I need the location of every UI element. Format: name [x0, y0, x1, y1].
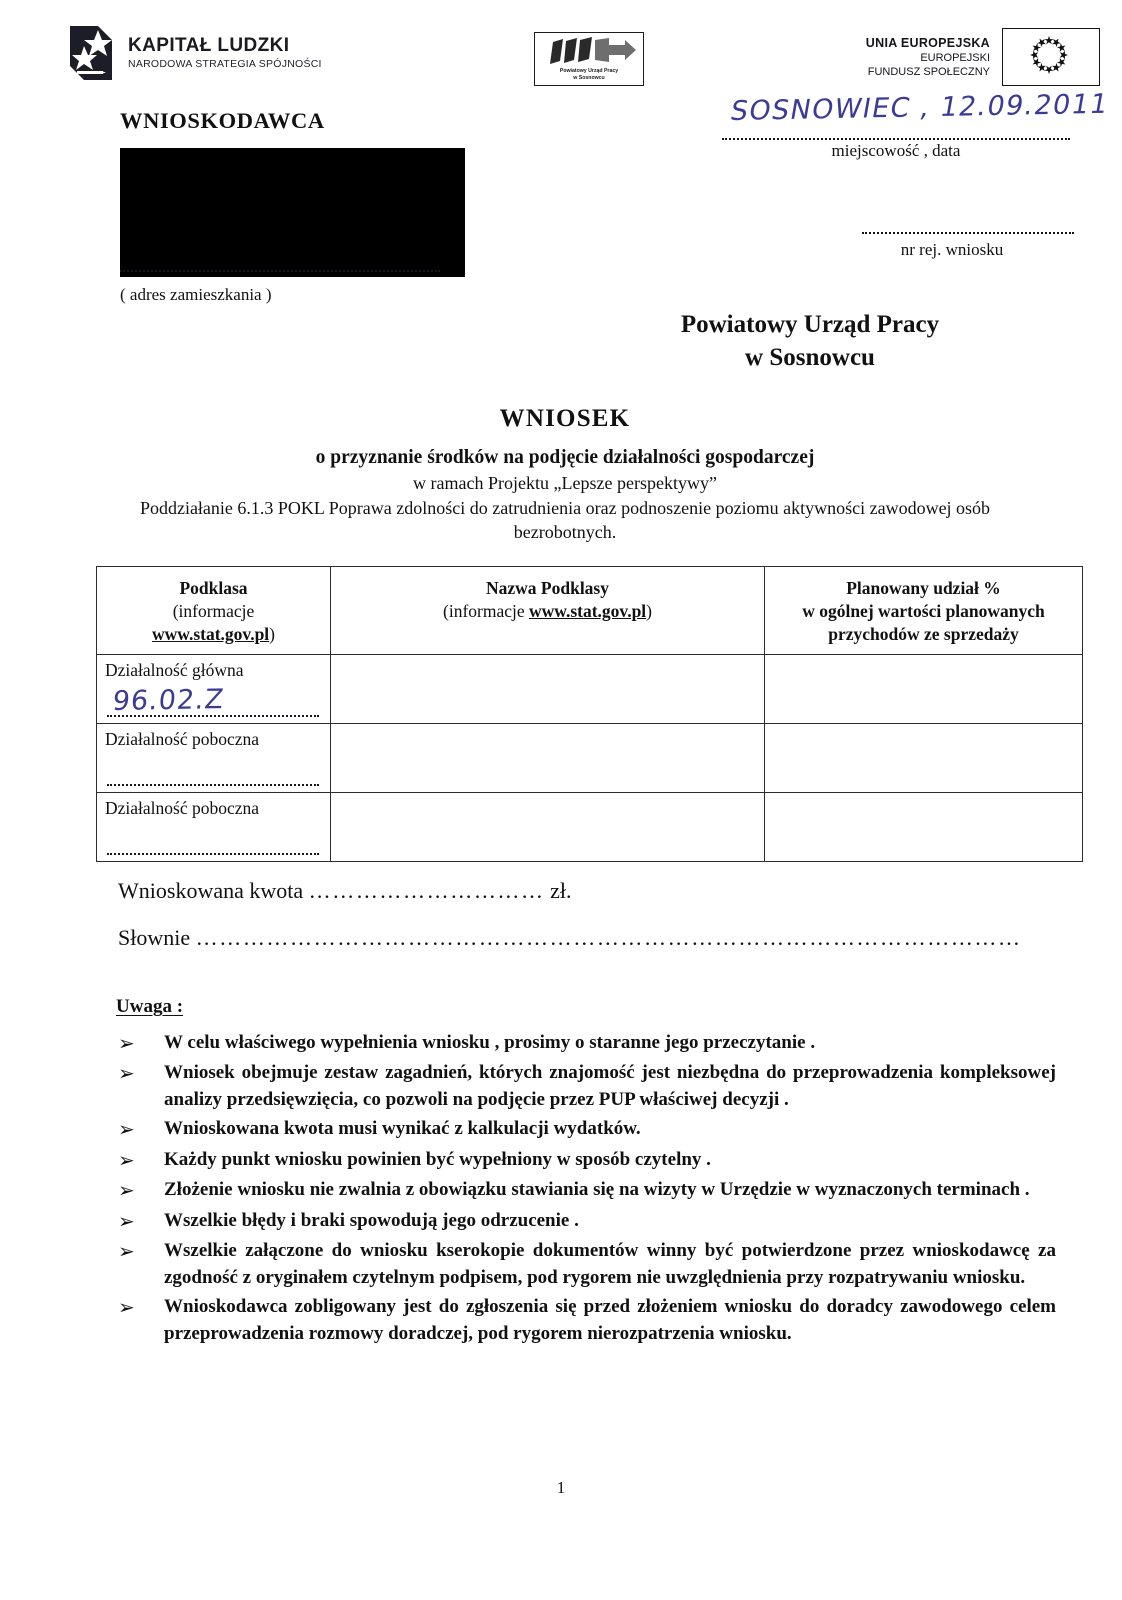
- applicant-label: WNIOSKODAWCA: [120, 108, 325, 133]
- row-2-nazwa-cell[interactable]: [331, 724, 765, 793]
- row-1-udzial-cell[interactable]: [765, 655, 1083, 724]
- stat-gov-link-col2[interactable]: www.stat.gov.pl: [529, 600, 647, 621]
- row-1-dotted-line: [107, 715, 319, 717]
- bullet-arrow-icon: ➢: [118, 1210, 135, 1233]
- nazwa-line2-pre: (informacje: [443, 600, 529, 621]
- place-date-handwritten: SOSNOWIEC , 12.09.2011: [728, 88, 1112, 127]
- note-text: Wnioskodawca zobligowany jest do zgłoszenia się przed złożeniem wniosku do doradcy zawodowego celem przeprowadzenia rozmowy doradczej, pod rygorem nierozpatrzenia wniosku.: [164, 1295, 1056, 1344]
- podklasa-paren-close: ): [269, 623, 275, 644]
- row-3-podklasa-cell[interactable]: [97, 793, 331, 862]
- office-address-block: [530, 308, 1090, 374]
- list-item: [116, 1030, 1056, 1058]
- pup-logo-line2: w Sosnowcu: [573, 74, 605, 81]
- amount-in-words-label: Słownie: [118, 925, 191, 950]
- bullet-arrow-icon: ➢: [118, 1063, 135, 1086]
- table-row: [97, 724, 1083, 793]
- pup-sosnowiec-logo: [534, 32, 644, 86]
- table-header-planowany-udzial: [765, 567, 1083, 655]
- nazwa-paren-close: ): [646, 600, 652, 621]
- list-item: [116, 1147, 1056, 1175]
- row-3-udzial-cell[interactable]: [765, 793, 1083, 862]
- star-people-logo-icon: [68, 24, 114, 82]
- table-row: [97, 655, 1083, 724]
- place-date-dotted-line: [722, 138, 1070, 140]
- udzial-line1: Planowany udział %: [846, 578, 1001, 598]
- pup-logo-caption: [535, 68, 643, 82]
- row-1-podklasa-cell[interactable]: [97, 655, 331, 724]
- kl-subtitle: NARODOWA STRATEGIA SPÓJNOŚCI: [128, 57, 322, 70]
- bullet-arrow-icon: ➢: [118, 1240, 135, 1263]
- row-2-udzial-cell[interactable]: [765, 724, 1083, 793]
- stat-gov-link-col1[interactable]: www.stat.gov.pl: [152, 623, 270, 644]
- logo-header-row: [0, 14, 1122, 92]
- row-3-label: Działalność poboczna: [105, 798, 260, 819]
- list-item: [116, 1116, 1056, 1144]
- document-program-line: Poddziałanie 6.1.3 POKL Poprawa zdolności do zatrudnienia oraz podnoszenie poziomu aktywności zawodowej osób bezrobotnych.: [139, 498, 991, 543]
- document-title: WNIOSEK: [499, 405, 631, 432]
- note-text: Wniosek obejmuje zestaw zagadnień, których znajomość jest niezbędna do przeprowadzenia kompleksowej analizy przedsięwzięcia, co pozwoli na podjęcie przez PUP właściwej decyzji .: [164, 1062, 1056, 1111]
- notes-list: [116, 1030, 1056, 1350]
- list-item: [116, 1294, 1056, 1348]
- document-subtitle: o przyznanie środków na podjęcie działalności gospodarczej: [315, 447, 815, 468]
- office-line2: w Sosnowcu: [745, 344, 875, 371]
- document-project-line: w ramach Projektu „Lepsze perspektywy”: [413, 473, 717, 493]
- note-text: Złożenie wniosku nie zwalnia z obowiązku stawiania się na wizyty w Urzędzie w wyznaczonych terminach .: [164, 1179, 1030, 1201]
- kapital-ludzki-text: [128, 35, 322, 70]
- note-text: Wszelkie błędy i braki spowodują jego odrzucenie .: [164, 1209, 579, 1231]
- eu-logo-text: [866, 35, 990, 79]
- applicant-redaction-box: [120, 148, 465, 277]
- table-header-row: [97, 567, 1083, 655]
- eu-line2: EUROPEJSKI: [920, 51, 990, 64]
- eu-line3: FUNDUSZ SPOŁECZNY: [867, 66, 990, 78]
- pup-logo-line1: Powiatowy Urząd Pracy: [559, 67, 619, 74]
- udzial-line2: w ogólnej wartości planowanych: [802, 600, 1045, 621]
- row-1-handwritten-code: 96.02.Z: [111, 684, 226, 718]
- note-text: Wnioskowana kwota musi wynikać z kalkulacji wydatków.: [164, 1118, 641, 1140]
- table-row: [97, 793, 1083, 862]
- applicant-address-dotted-line: [120, 270, 440, 272]
- row-3-nazwa-cell[interactable]: [331, 793, 765, 862]
- note-text: Każdy punkt wniosku powinien być wypełniony w sposób czytelny .: [164, 1148, 711, 1170]
- podklasa-line1: Podklasa: [179, 578, 248, 598]
- bullet-arrow-icon: ➢: [118, 1180, 135, 1203]
- list-item: [116, 1208, 1056, 1236]
- nazwa-line1: Nazwa Podklasy: [486, 578, 609, 598]
- page-number: 1: [556, 1478, 566, 1497]
- bullet-arrow-icon: ➢: [118, 1149, 135, 1172]
- note-text: Wszelkie załączone do wniosku kserokopie dokumentów winny być potwierdzone przez wnioskodawcę za zgodność z oryginałem czytelnym podpisem, pod rygorem nie uwzględnienia przy rozpatrywaniu wniosku.: [164, 1239, 1056, 1288]
- applicant-address-caption: ( adres zamieszkania ): [120, 285, 272, 304]
- registration-dotted-line: [862, 232, 1074, 234]
- notes-heading: Uwaga :: [116, 996, 184, 1017]
- kl-title: KAPITAŁ LUDZKI: [128, 35, 290, 57]
- bullet-arrow-icon: ➢: [118, 1296, 135, 1319]
- pkd-classification-table: [96, 566, 1083, 862]
- row-1-label: Działalność główna: [105, 660, 244, 681]
- row-2-dotted-line: [107, 784, 319, 786]
- requested-amount-unit: zł.: [550, 878, 572, 903]
- requested-amount-line: [118, 878, 572, 904]
- podklasa-line2: (informacje: [172, 600, 255, 621]
- amount-in-words-line: [118, 925, 1022, 951]
- requested-amount-label: Wnioskowana kwota: [118, 878, 304, 903]
- bullet-arrow-icon: ➢: [118, 1119, 135, 1142]
- table-header-nazwa-podklasy: [331, 567, 765, 655]
- amount-in-words-input[interactable]: ……………………………………………………………………………………………: [195, 925, 1022, 950]
- row-2-label: Działalność poboczna: [105, 729, 260, 750]
- eu-funds-logo: [866, 28, 1100, 86]
- eu-flag-stars-icon: [1002, 28, 1100, 86]
- place-date-caption: miejscowość , data: [831, 141, 961, 160]
- note-text: W celu właściwego wypełnienia wniosku , prosimy o staranne jego przeczytanie .: [164, 1032, 816, 1053]
- list-item: [116, 1238, 1056, 1292]
- eu-line1: UNIA EUROPEJSKA: [865, 35, 990, 50]
- registration-caption: nr rej. wniosku: [900, 240, 1004, 259]
- row-1-nazwa-cell[interactable]: [331, 655, 765, 724]
- requested-amount-input[interactable]: …………………………: [308, 878, 545, 903]
- udzial-line3: przychodów ze sprzedaży: [828, 623, 1019, 644]
- row-2-podklasa-cell[interactable]: [97, 724, 331, 793]
- list-item: [116, 1060, 1056, 1114]
- list-item: [116, 1177, 1056, 1205]
- row-3-dotted-line: [107, 853, 319, 855]
- office-line1: Powiatowy Urząd Pracy: [680, 311, 940, 338]
- kapital-ludzki-logo: [68, 24, 322, 82]
- table-header-podklasa: [97, 567, 331, 655]
- bullet-arrow-icon: ➢: [118, 1033, 135, 1055]
- document-title-block: [130, 405, 1000, 545]
